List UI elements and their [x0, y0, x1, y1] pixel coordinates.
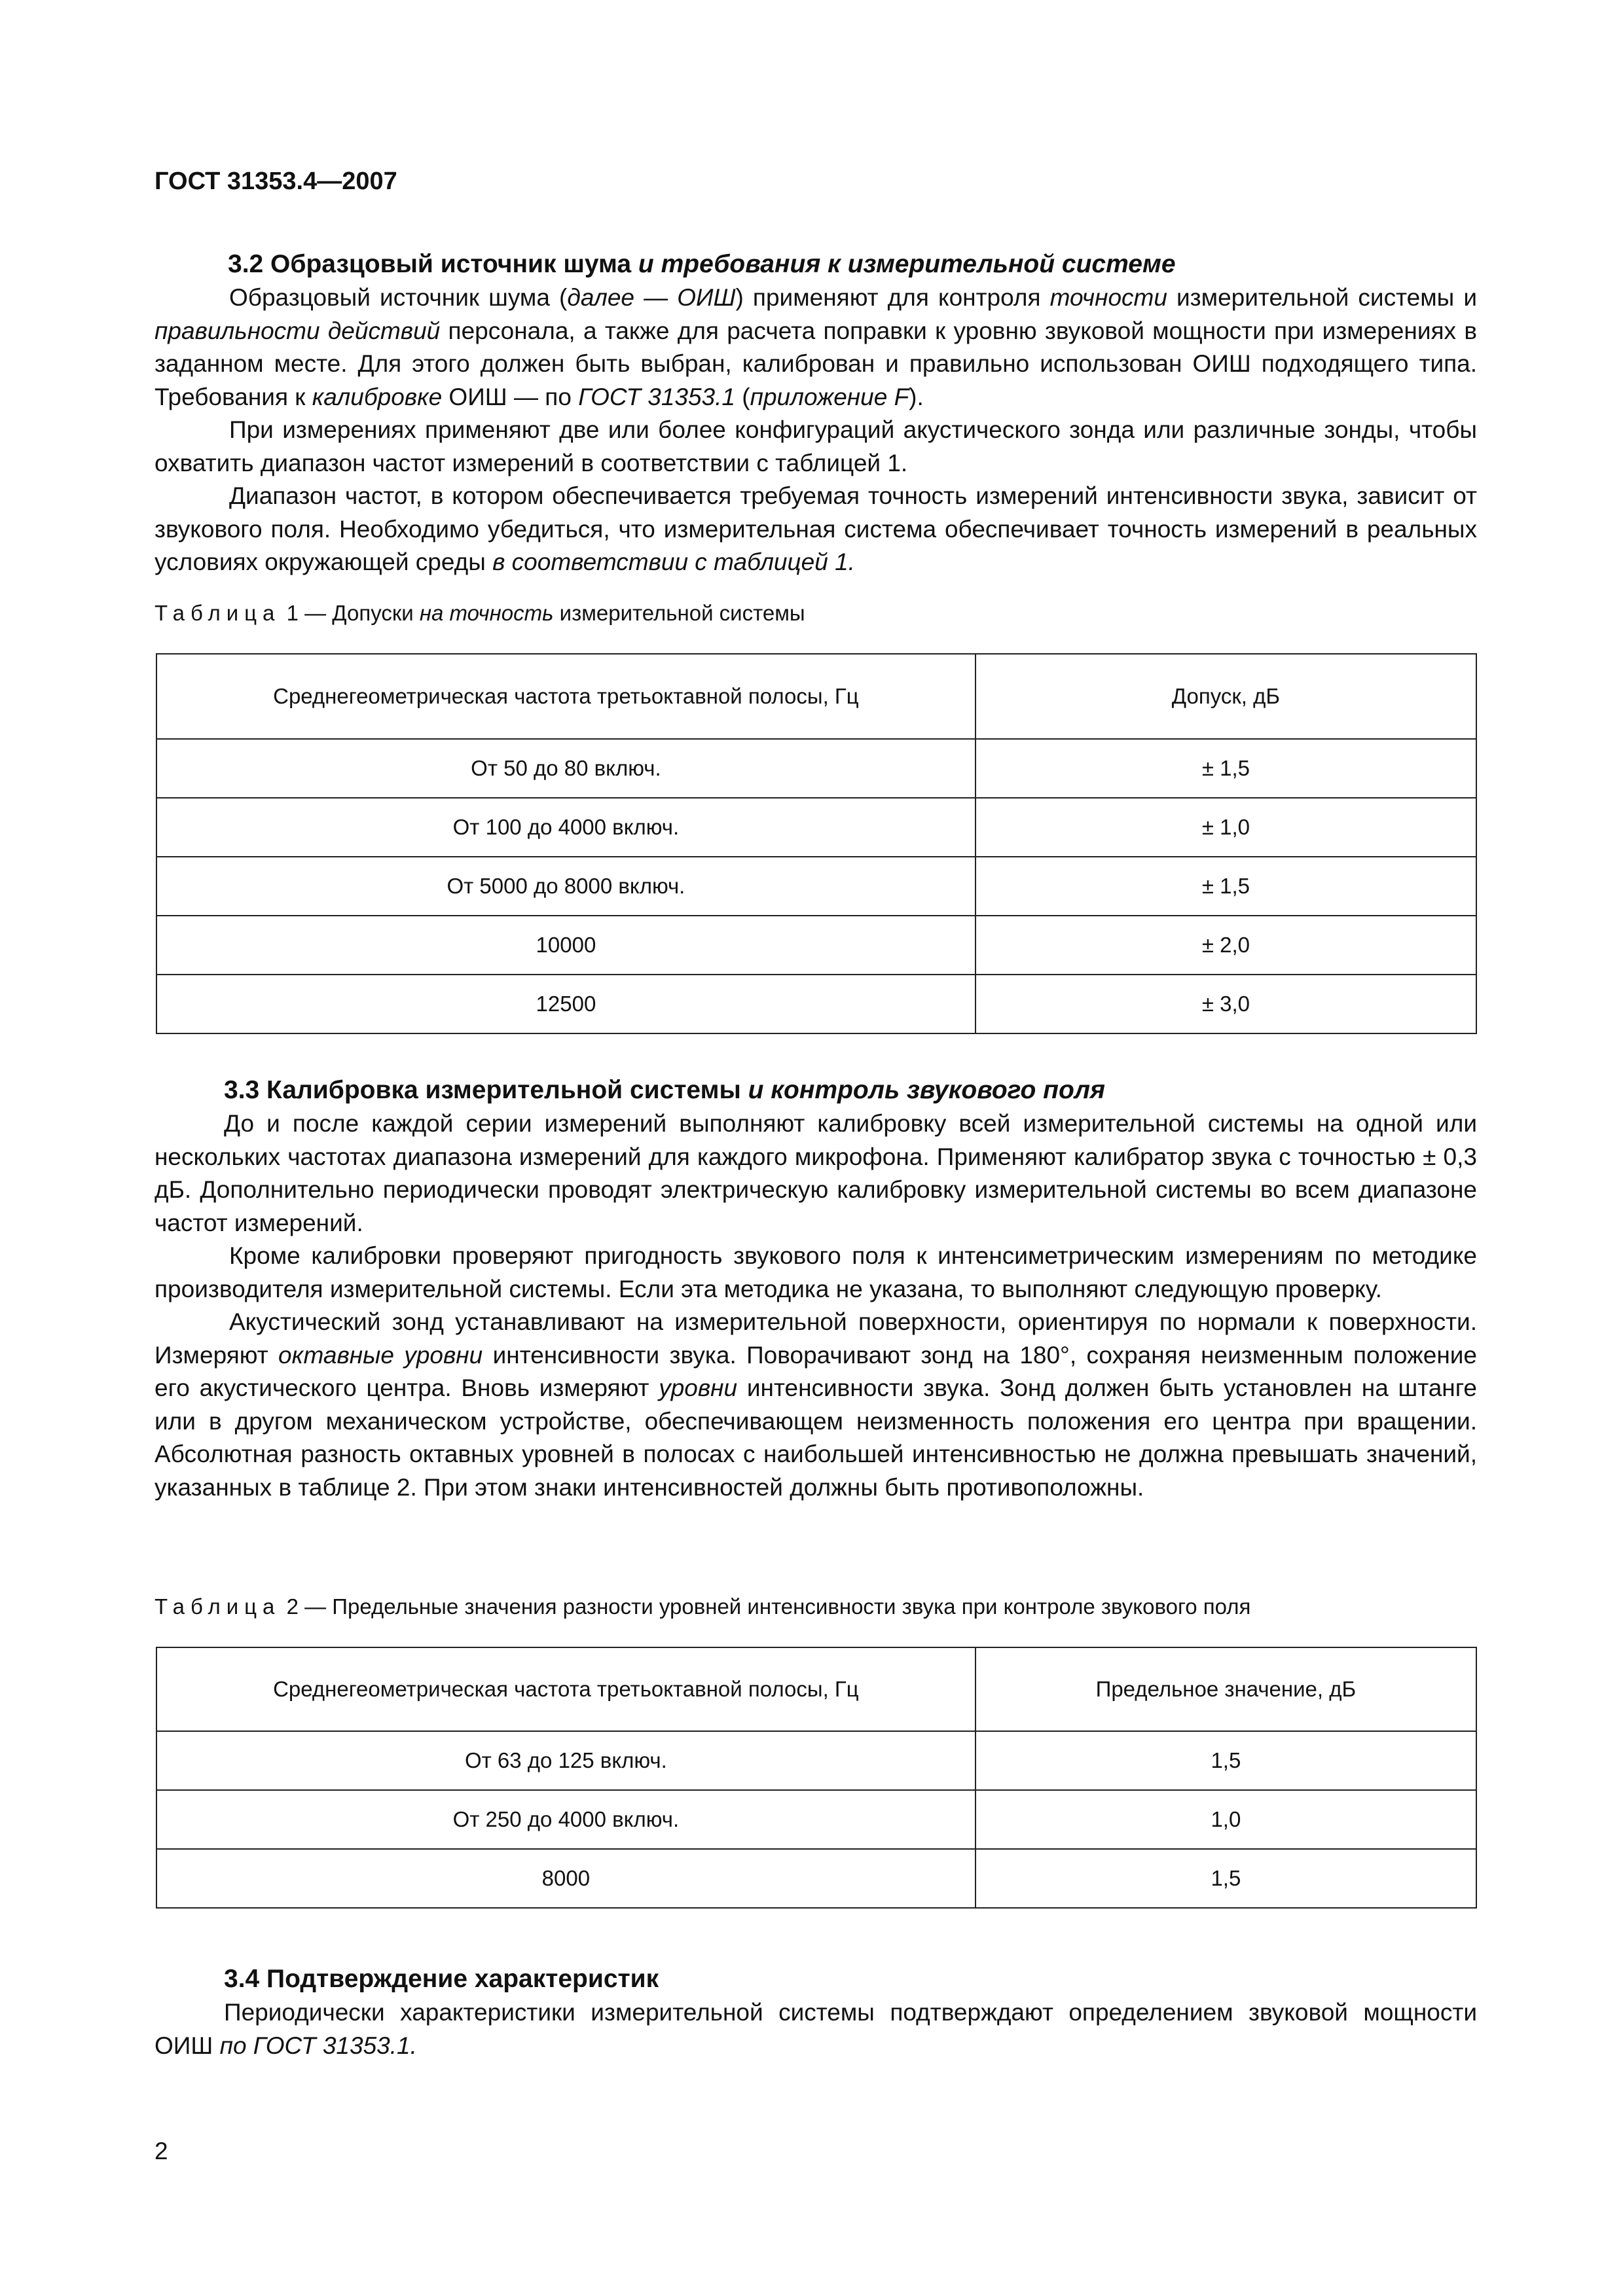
table-2-caption: Таблица 2 — Предельные значения разности уровней интенсивности звука при контроле звукового поля [155, 1594, 1251, 1619]
section-3-3-title: 3.3 Калибровка измерительной системы и контроль звукового поля [224, 1076, 1106, 1104]
section-3-3-paragraph-1: До и после каждой серии измерений выполняют калибровку всей измерительной системы на одной или нескольких частотах диапазона измерений для каждого микрофона. Применяют калибратор звука с точностью ± 0,3 дБ. Дополнительно периодически проводят электрическую калибровку измерительной системы во всем диапазоне частот измерений. [155, 1110, 1477, 1236]
section-3-2 [155, 247, 1477, 579]
table-1-row [156, 857, 1476, 916]
table-1 [156, 653, 1477, 1034]
table-2 [156, 1647, 1477, 1909]
section-3-2-title: 3.2 Образцовый источник шума и требования к измерительной системе [228, 250, 1176, 278]
section-3-2-paragraph-2: При измерениях применяют две или более конфигураций акустического зонда или различные зонды, чтобы охватить диапазон частот измерений в соответствии с таблицей 1. [155, 416, 1477, 476]
table-2-row [156, 1790, 1476, 1849]
section-3-4-paragraph-1: Периодически характеристики измерительной системы подтверждают определением звуковой мощности ОИШ по ГОСТ 31353.1. [155, 1999, 1477, 2059]
table-1-frequency-cell: 10000 [156, 916, 976, 975]
table-1-value-cell: ± 2,0 [976, 916, 1476, 975]
table-2-row [156, 1849, 1476, 1908]
table-1-row [156, 916, 1476, 975]
section-3-2-paragraph-3: Диапазон частот, в котором обеспечивается требуемая точность измерений интенсивности звука, зависит от звукового поля. Необходимо убедиться, что измерительная система обеспечивает точность измерений в реальных условиях окружающей среды в соответствии с таблицей 1. [155, 482, 1477, 575]
table-1-row [156, 975, 1476, 1033]
table-2-header-row [156, 1647, 1476, 1731]
table-1-caption: Таблица 1 — Допуски на точность измерительной системы [155, 601, 805, 625]
table-1-value-cell: ± 1,5 [976, 857, 1476, 916]
table-1-frequency-cell: От 50 до 80 включ. [156, 739, 976, 798]
table-2-value-cell: 1,5 [976, 1731, 1476, 1790]
section-3-3 [155, 1073, 1477, 1504]
table-1-row [156, 739, 1476, 798]
section-3-3-paragraph-3: Акустический зонд устанавливают на измерительной поверхности, ориентируя по нормали к поверхности. Измеряют октавные уровни интенсивности звука. Поворачивают зонд на 180°, сохраняя неизменным положение его акустического центра. Вновь измеряют уровни интенсивности звука. Зонд должен быть установлен на штанге или в другом механическом устройстве, обеспечивающем неизменность положения его центра при вращении. Абсолютная разность октавных уровней в полосах с наибольшей интенсивностью не должна превышать значений, указанных в таблице 2. При этом знаки интенсивностей должны быть противоположны. [155, 1308, 1478, 1501]
table-2-frequency-cell: От 63 до 125 включ. [156, 1731, 976, 1790]
table-1-row [156, 798, 1476, 857]
table-1-value-cell: ± 1,0 [976, 798, 1476, 857]
table-1-frequency-cell: От 100 до 4000 включ. [156, 798, 976, 857]
page-number: 2 [155, 2138, 168, 2164]
table-1-frequency-cell: От 5000 до 8000 включ. [156, 857, 976, 916]
document-code: ГОСТ 31353.4—2007 [155, 168, 397, 195]
table-2-value-cell: 1,0 [976, 1790, 1476, 1849]
table-1-value-cell: ± 3,0 [976, 975, 1476, 1033]
section-3-2-paragraph-1: Образцовый источник шума (далее — ОИШ) применяют для контроля точности измерительной системы и правильности действий персонала, а также для расчета поправки к уровню звуковой мощности при измерениях в заданном месте. Для этого должен быть выбран, калиброван и правильно использован ОИШ подходящего типа. Требования к калибровке ОИШ — по ГОСТ 31353.1 (приложение F). [155, 284, 1478, 410]
section-3-4-title: 3.4 Подтверждение характеристик [224, 1965, 659, 1993]
table-2-col-frequency-header: Среднегеометрическая частота третьоктавной полосы, Гц [156, 1647, 976, 1731]
table-2-row [156, 1731, 1476, 1790]
table-1-col-tolerance-header: Допуск, дБ [976, 654, 1476, 739]
table-2-value-cell: 1,5 [976, 1849, 1476, 1908]
table-2-frequency-cell: 8000 [156, 1849, 976, 1908]
table-1-frequency-cell: 12500 [156, 975, 976, 1033]
table-1-col-frequency-header: Среднегеометрическая частота третьоктавной полосы, Гц [156, 654, 976, 739]
section-3-4 [155, 1962, 1477, 2062]
table-2-col-limit-header: Предельное значение, дБ [976, 1647, 1476, 1731]
table-2-frequency-cell: От 250 до 4000 включ. [156, 1790, 976, 1849]
section-3-3-paragraph-2: Кроме калибровки проверяют пригодность звукового поля к интенсиметрическим измерениям по методике производителя измерительной системы. Если эта методика не указана, то выполняют следующую проверку. [155, 1242, 1477, 1302]
table-1-header-row [156, 654, 1476, 739]
table-1-value-cell: ± 1,5 [976, 739, 1476, 798]
